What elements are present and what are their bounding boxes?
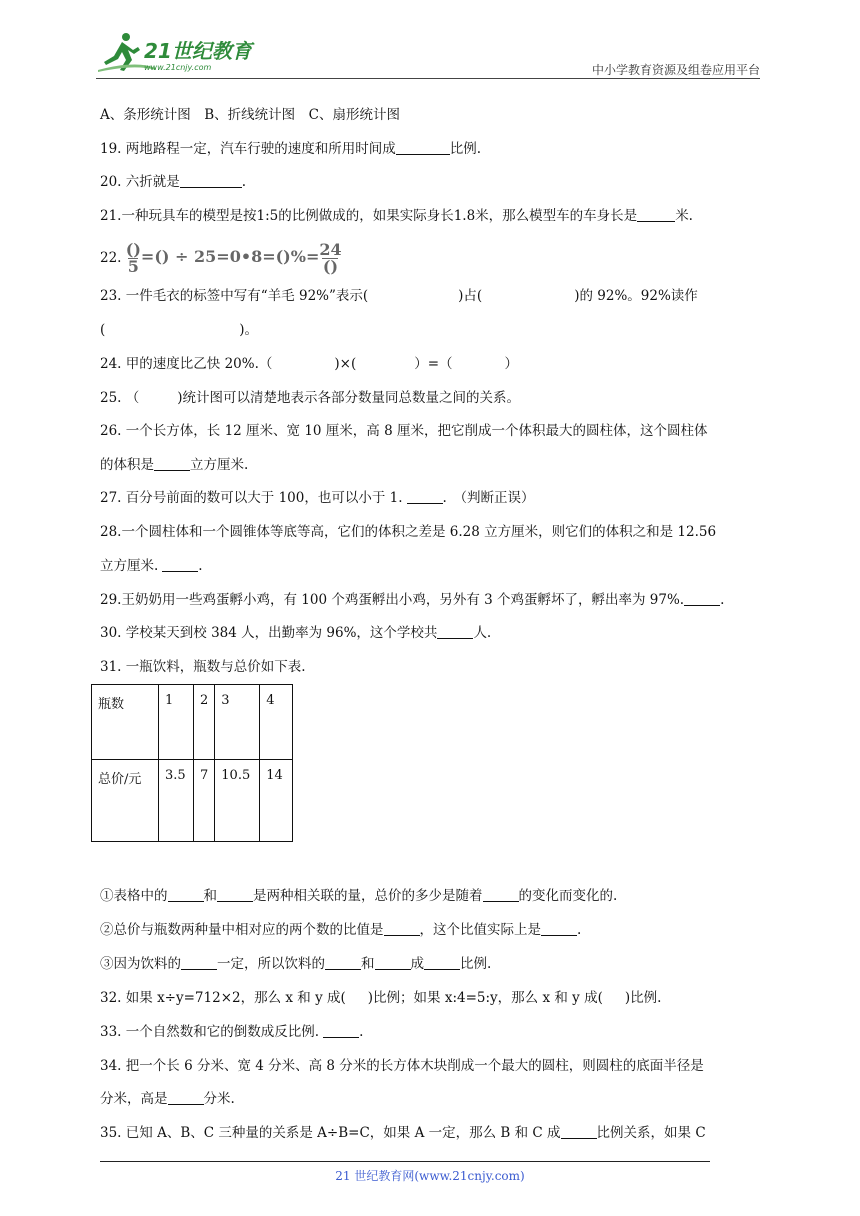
q19-number: 19. [100,141,122,157]
q34-text-c: 分米. [203,1091,235,1107]
q33-number: 33. [100,1024,122,1040]
q26-number: 26. [100,423,122,439]
q22-fraction-2 [319,240,342,276]
logo-text: 21世纪教育 [144,39,252,63]
q21-text: 一种玩具车的模型是按1:5的比例做成的，如果实际身长1.8米，那么模型车的车身长是 [121,208,638,224]
q27-text-b: . （判断正误） [442,490,535,506]
q31-table [91,684,293,842]
page-header [96,30,760,78]
question-26 [100,421,764,441]
table-cell: 7 [194,760,215,842]
q25-number: 25. [100,390,122,406]
question-28-line-2 [100,556,764,576]
q21-blank[interactable] [637,207,675,222]
q27-number: 27. [100,490,122,506]
q22-numerator-2: 24 [319,240,342,259]
q24-text-b: )×( [334,356,357,372]
table-cell: 10.5 [215,760,260,842]
q31-sub-1 [100,886,764,906]
q31-s1-blank-2[interactable] [217,887,253,902]
q20-text: 六折就是 [125,174,180,190]
q35-blank[interactable] [561,1124,597,1139]
q31-s3-c: 和 [361,956,375,972]
q29-blank[interactable] [684,591,720,606]
question-28 [100,522,764,542]
q35-text-a: 已知 A、B、C 三种量的关系是 A÷B=C，如果 A 一定，那么 B 和 C 成 [125,1125,561,1141]
q31-s3-blank-1[interactable] [181,955,217,970]
q31-text: 一瓶饮料，瓶数与总价如下表. [125,659,306,675]
table-cell: 1 [159,685,194,760]
q23-text-b: )占( [458,288,483,304]
q30-text-a: 学校某天到校 384 人，出勤率为 96%，这个学校共 [125,625,438,641]
q18-options: A、条形统计图 B、折线统计图 C、扇形统计图 [100,107,400,123]
q19-blank[interactable] [396,140,450,155]
q31-number: 31. [100,659,122,675]
q33-text-a: 一个自然数和它的倒数成反比例. [125,1024,320,1040]
q22-denominator-1: 5 [127,257,139,276]
q31-s1-c: 是两种相关联的量，总价的多少是随着 [253,888,483,904]
q25-text-a: （ [125,390,140,406]
q28-text-c: . [198,558,203,574]
q30-number: 30. [100,625,122,641]
question-26-line-2 [100,455,764,475]
table-cell: 14 [260,760,293,842]
q26-text-b: 的体积是 [100,457,154,473]
q31-s3-d: 成 [410,956,424,972]
q22-decimal-dot: • [240,247,252,266]
q34-blank[interactable] [168,1090,204,1105]
q31-s2-a: ②总价与瓶数两种量中相对应的两个数的比值是 [100,922,384,938]
question-23 [100,286,764,306]
table-cell: 4 [260,685,293,760]
q35-number: 35. [100,1125,122,1141]
q31-s1-blank-3[interactable] [483,887,519,902]
q28-blank[interactable] [162,557,198,572]
question-35 [100,1123,764,1143]
q31-s3-a: ③因为饮料的 [100,956,181,972]
q23-text-d: ( [100,322,106,338]
q33-blank[interactable] [323,1023,359,1038]
q34-text-a: 把一个长 6 分米、宽 4 分米、高 8 分米的长方体木块削成一个最大的圆柱，则圆柱的底面半径是 [125,1058,704,1074]
q31-sub-2 [100,920,764,940]
header-divider [96,78,760,79]
question-19 [100,139,764,159]
table-row [92,760,293,842]
q24-number: 24. [100,356,122,372]
question-23-line-2 [100,320,764,340]
q26-text-c: 立方厘米. [190,457,249,473]
q32-text-b: )比例；如果 x:4=5:y，那么 x 和 y 成( [367,990,603,1006]
q21-text-end: 米. [675,208,693,224]
question-22 [100,240,764,274]
q30-blank[interactable] [437,624,473,639]
q22-numerator-1: () [125,240,141,259]
q23-text-a: 一件毛衣的标签中写有“羊毛 92%”表示( [125,288,369,304]
table-cell: 2 [194,685,215,760]
q28-text-b: 立方厘米. [100,558,159,574]
footer-divider [100,1161,710,1162]
q32-text-a: 如果 x÷y=712×2，那么 x 和 y 成( [125,990,346,1006]
q26-text-a: 一个长方体，长 12 厘米、宽 10 厘米，高 8 厘米，把它削成一个体积最大的圆柱体，这个圆柱体 [125,423,708,439]
q31-s1-d: 的变化而变化的. [518,888,618,904]
q22-number: 22. [100,250,122,266]
table-cell: 总价/元 [92,760,159,842]
q31-s3-blank-4[interactable] [424,955,460,970]
q34-text-b: 分米，高是 [100,1091,168,1107]
table-row [92,685,293,760]
footer-link[interactable]: 21 世纪教育网(www.21cnjy.com) [335,1169,525,1183]
q27-text-a: 百分号前面的数可以大于 100，也可以小于 1. [125,490,403,506]
q31-sub-3 [100,954,764,974]
q21-number: 21. [100,208,122,224]
question-21 [100,206,764,226]
q20-number: 20. [100,174,122,190]
question-34-line-2 [100,1089,764,1109]
question-30 [100,623,764,643]
logo [96,30,296,74]
q35-text-b: 比例关系，如果 C [596,1125,706,1141]
q31-s2-c: . [577,922,582,938]
platform-name: 中小学教育资源及组卷应用平台 [591,63,760,77]
q32-text-c: )比例. [624,990,662,1006]
q22-expression-2: 8=()%= [251,247,320,266]
q29-text-b: . [720,592,725,608]
q31-s1-blank-1[interactable] [168,887,204,902]
q23-text-e: )。 [239,322,259,338]
q31-s1-a: ①表格中的 [100,888,168,904]
logo-url: www.21cnjy.com [144,63,212,72]
question-24 [100,354,764,374]
table-cell: 瓶数 [92,685,159,760]
q32-number: 32. [100,990,122,1006]
q23-number: 23. [100,288,122,304]
q24-text-d: ） [504,356,519,372]
question-27 [100,488,764,508]
q28-text-a: 一个圆柱体和一个圆锥体等底等高，它们的体积之差是 6.28 立方厘米，则它们的体积之和是 12.56 [121,524,717,540]
q28-number: 28. [100,524,122,540]
q19-text: 两地路程一定，汽车行驶的速度和所用时间成 [125,141,396,157]
q34-number: 34. [100,1058,122,1074]
q31-s2-blank-1[interactable] [384,921,420,936]
q26-blank[interactable] [154,456,190,471]
q31-s2-blank-2[interactable] [541,921,577,936]
q22-expression: =() ÷ 25=0 [140,247,241,266]
table-cell: 3.5 [159,760,194,842]
question-29 [100,590,764,610]
q29-number: 29. [100,592,122,608]
q20-blank[interactable] [180,173,242,188]
question-31 [100,657,764,677]
question-33 [100,1022,764,1042]
q31-s1-b: 和 [203,888,217,904]
question-20 [100,172,764,192]
q33-text-b: . [359,1024,364,1040]
q27-blank[interactable] [407,489,443,504]
q22-denominator-2: () [322,257,339,276]
q30-text-b: 人. [473,625,492,641]
q19-text-end: 比例. [449,141,482,157]
q31-s2-b: ，这个比值实际上是 [419,922,541,938]
question-34 [100,1056,764,1076]
q29-text-a: 王奶奶用一些鸡蛋孵小鸡，有 100 个鸡蛋孵出小鸡，另外有 3 个鸡蛋孵坏了，孵出率为 97%. [121,592,685,608]
q20-text-end: . [241,174,247,190]
question-32 [100,988,764,1008]
q25-text-b: )统计图可以清楚地表示各部分数量同总数量之间的关系。 [177,390,521,406]
q24-text-a: 甲的速度比乙快 20%.（ [125,356,273,372]
q31-s3-blank-3[interactable] [375,955,411,970]
q31-s3-b: 一定，所以饮料的 [217,956,325,972]
q22-fraction-1 [125,240,141,276]
q31-s3-blank-2[interactable] [325,955,361,970]
q31-s3-e: 比例. [460,956,492,972]
table-cell: 3 [215,685,260,760]
q24-text-c: ）=（ [414,356,453,372]
q23-text-c: )的 92%。92%读作 [574,288,698,304]
question-25 [100,388,764,408]
